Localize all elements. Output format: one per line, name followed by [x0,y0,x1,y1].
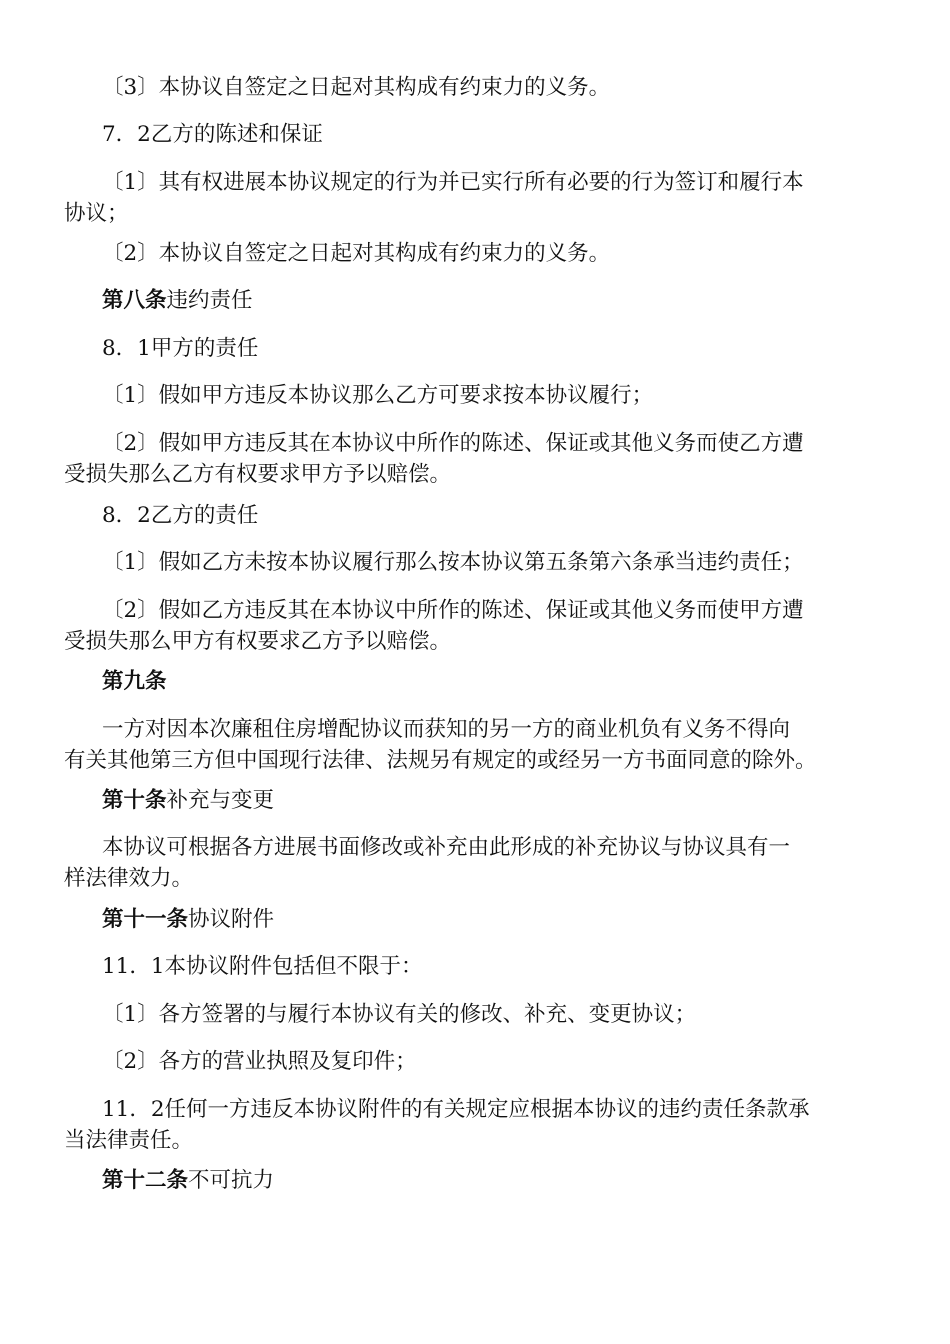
text-line: 受损失那么乙方有权要求甲方予以赔偿。 [64,462,452,487]
clause-7-2-item-1 [64,167,894,229]
clause-8-1-item-2 [64,428,894,490]
article-title: 违约责任 [166,288,253,313]
clause-8-2-item-2 [64,595,894,657]
text-line: 〔2〕假如甲方违反其在本协议中所作的陈述、保证或其他义务而使乙方遭 [102,431,804,456]
clause-7-2-heading: 7．2乙方的陈述和保证 [102,122,323,147]
article-number: 第九条 [102,669,167,694]
article-8-heading [64,285,894,316]
clause-11-1-item-1: 〔1〕各方签署的与履行本协议有关的修改、补充、变更协议； [102,1002,697,1027]
text-line: 受损失那么甲方有权要求乙方予以赔偿。 [64,629,452,654]
article-11-heading [64,904,894,935]
clause-8-2-heading: 8．2乙方的责任 [102,503,259,528]
article-10-body [64,832,894,894]
article-number: 第八条 [102,288,167,313]
article-title: 协议附件 [188,907,275,932]
article-number: 第十一条 [102,907,189,932]
article-title: 不可抗力 [188,1168,275,1193]
article-9-heading [64,666,894,697]
clause-7-2-item-2: 〔2〕本协议自签定之日起对其构成有约束力的义务。 [102,241,611,266]
article-12-heading [64,1165,894,1196]
clause-11-2 [64,1094,894,1156]
text-line: 一方对因本次廉租住房增配协议而获知的另一方的商业机负有义务不得向 [102,717,791,742]
article-number: 第十条 [102,788,167,813]
article-10-heading [64,785,894,816]
text-line: 当法律责任。 [64,1128,194,1153]
clause-8-1-item-1: 〔1〕假如甲方违反本协议那么乙方可要求按本协议履行； [102,383,654,408]
article-title: 补充与变更 [166,788,275,813]
text-line: 11．2任何一方违反本协议附件的有关规定应根据本协议的违约责任条款承 [102,1097,810,1122]
clause-7-1-item-3: 〔3〕本协议自签定之日起对其构成有约束力的义务。 [102,75,611,100]
clause-8-2-item-1: 〔1〕假如乙方未按本协议履行那么按本协议第五条第六条承当违约责任； [102,550,804,575]
text-line: 协议； [64,201,129,226]
article-number: 第十二条 [102,1168,189,1193]
clause-11-1: 11．1本协议附件包括但不限于： [102,954,423,979]
article-9-body [64,714,894,776]
clause-11-1-item-2: 〔2〕各方的营业执照及复印件； [102,1049,417,1074]
clause-8-1-heading: 8．1甲方的责任 [102,336,259,361]
text-line: 〔1〕其有权进展本协议规定的行为并已实行所有必要的行为签订和履行本 [102,170,804,195]
text-line: 样法律效力。 [64,866,194,891]
text-line: 有关其他第三方但中国现行法律、法规另有规定的或经另一方书面同意的除外。 [64,748,817,773]
text-line: 〔2〕假如乙方违反其在本协议中所作的陈述、保证或其他义务而使甲方遭 [102,598,804,623]
text-line: 本协议可根据各方进展书面修改或补充由此形成的补充协议与协议具有一 [102,835,791,860]
